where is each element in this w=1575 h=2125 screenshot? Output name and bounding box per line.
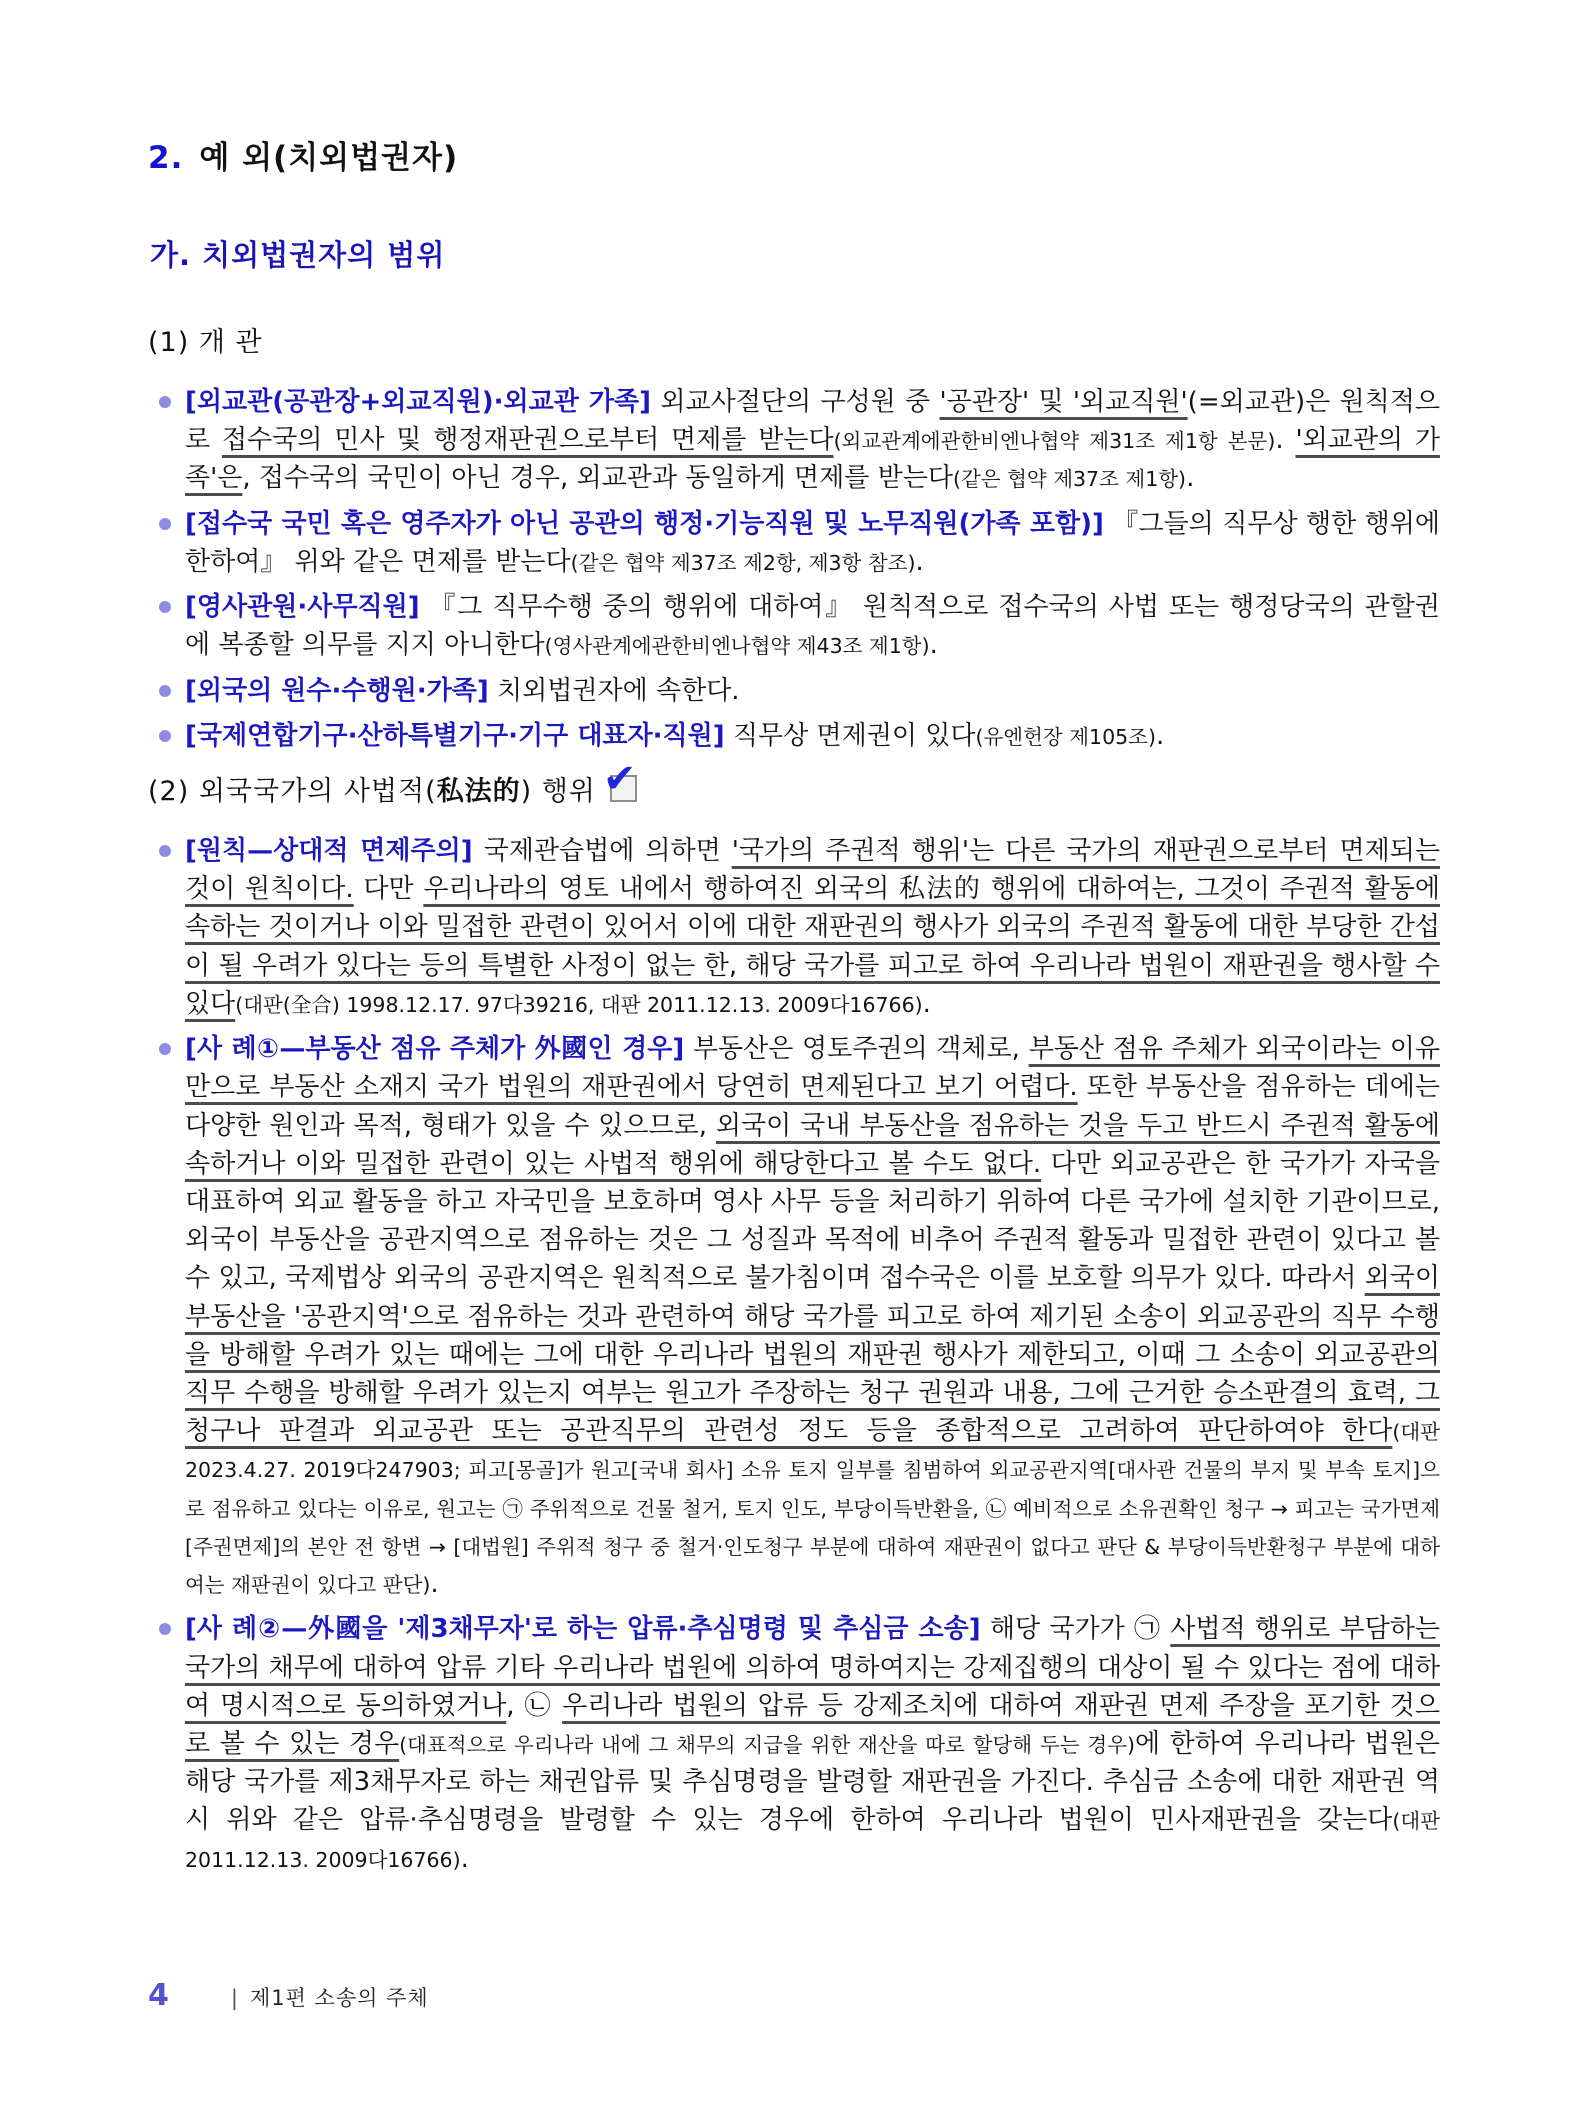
page-number: 4 xyxy=(148,1978,169,2013)
text-segment: 『그들의 직무상 행한 행위에 한하여』 위와 같은 면제를 받는다 xyxy=(185,508,1440,577)
text-segment: . xyxy=(922,988,931,1019)
bullet-icon xyxy=(159,1623,171,1635)
bullet-text xyxy=(185,509,1440,577)
text-segment: '외교관의 가족'은 xyxy=(185,425,1440,494)
text-segment: [외교관(공관장+외교직원)·외교관 가족] xyxy=(185,387,652,417)
part1-bullet-list xyxy=(148,383,1440,755)
bullet-icon xyxy=(159,845,171,857)
text-segment: (유엔헌장 제105조) xyxy=(975,724,1156,749)
text-segment: (같은 협약 제37조 제1항) xyxy=(952,467,1187,492)
text-segment: . xyxy=(1275,425,1296,456)
text-segment: . xyxy=(430,1569,439,1600)
text-segment: 접수국의 민사 및 행정재판권으로부터 면제를 받는다 xyxy=(221,425,834,456)
text-segment: (영사관계에관한비엔나협약 제43조 제1항) xyxy=(544,634,930,659)
bullet-icon xyxy=(159,1043,171,1055)
text-segment: [국제연합기구·산하특별기구·기구 대표자·직원] xyxy=(185,720,725,751)
text-segment: 부동산 점유 주체가 외국이라는 이유만으로 부동산 소재지 국가 법원의 재판권에서 당연히 면제된다고 보기 어렵다. xyxy=(185,1034,1441,1103)
text-segment: 직무상 면제권이 있다 xyxy=(724,720,976,751)
text-segment: , ㉡ xyxy=(506,1690,563,1721)
text-segment: 사법적 행위로 부담하는 국가의 채무에 대하여 압류 기타 우리나라 법원에 의하여 명하여지는 강제집행의 대상이 될 수 있다는 점에 대하여 명시적으로 동의하였거나 xyxy=(185,1614,1440,1721)
list-item xyxy=(185,717,1440,755)
text-segment: 외교사절단의 구성원 중 xyxy=(651,387,940,417)
list-item xyxy=(185,1030,1440,1603)
list-item xyxy=(185,832,1440,1023)
text-segment: (2) 외국국가의 사법적( xyxy=(148,775,437,807)
checkbox-icon xyxy=(602,755,638,802)
section-number: 2. xyxy=(148,140,184,176)
text-segment: 외국이 국내 부동산을 점유하는 것을 두고 반드시 주권적 활동에 속하거나 이와 밀접한 관련이 있는 사법적 행위에 해당한다고 볼 수도 없다. xyxy=(185,1110,1440,1179)
footer-text: 제1편 소송의 주체 xyxy=(249,1986,429,2010)
text-segment: . xyxy=(460,1843,469,1874)
bullet-icon xyxy=(159,601,171,613)
text-segment: (대판(全合) 1998.12.17. 97다39216, 대판 2011.12.13. 2009다16766) xyxy=(235,992,923,1017)
list-item xyxy=(185,505,1440,581)
text-segment: [영사관원·사무직원] xyxy=(185,592,420,623)
text-segment: '국가의 주권적 행위'는 다른 국가의 재판권으로부터 면제되는 것이 원칙이다. xyxy=(185,835,1440,905)
text-segment: 외국이 부동산을 '공관지역'으로 점유하는 것과 관련하여 해당 국가를 피고로 하여 제기된 소송이 외교공관의 직무 수행을 방해할 우려가 있는 때에는 그에 대한 우리나라 법원의 재판권 행사가 제한되고, 이때 그 소송이 외교공관의 직무 수행을 방해할 우려가 있는지 여부는 원고가 주장하는 청구 권원과 내용, 그에 근거한 승소판결의 효력, 그 청구나 판결과 외교공관 또는 공관직무의 관련성 정도 등을 종합적으로 고려하여 판단하여야 한다 xyxy=(185,1263,1440,1447)
part2-bullet-list xyxy=(148,832,1440,1878)
text-segment: 우리나라의 영토 내에서 행하여진 외국의 私法的 행위에 대하여는, 그것이 주권적 활동에 속하는 것이거나 이와 밀접한 관련이 있어서 이에 대한 재판권의 행사가 외국의 주권적 활동에 대한 부당한 간섭이 될 우려가 있다는 등의 특별한 사정이 없는 한, 해당 국가를 피고로 하여 우리나라 법원이 재판권을 행사할 수 있다 xyxy=(185,874,1440,1019)
page-title xyxy=(148,132,1440,177)
subsection-heading: 가. 치외법권자의 범위 xyxy=(150,238,446,272)
text-segment: (대표적으로 우리나라 내에 그 채무의 지급을 위한 재산을 따로 할당해 두는 경우) xyxy=(399,1733,1135,1757)
text-segment: (=외교관)은 원칙적으로 xyxy=(185,387,1440,456)
section-title: 예 외(치외법권자) xyxy=(199,140,459,176)
page-footer xyxy=(148,1978,429,2013)
part1-heading: (1) 개 관 xyxy=(148,327,263,358)
text-segment: . xyxy=(915,546,924,577)
list-item xyxy=(185,1610,1440,1878)
bullet-text xyxy=(185,676,740,706)
checkmark-icon: ✔ xyxy=(602,755,638,802)
text-segment: [외국의 원수·수행원·가족] xyxy=(185,675,489,706)
text-segment: 에 한하여 우리나라 법원은 해당 국가를 제3채무자로 하는 채권압류 및 추심명령을 발령할 재판권을 가진다. 추심금 소송에 대한 재판권 역시 위와 같은 압류·추심명령을 발령할 수 있는 경우에 한하여 우리나라 법원이 민사재판권을 갖는다 xyxy=(185,1729,1441,1836)
part2-heading-text xyxy=(148,776,596,807)
text-segment: [접수국 국민 혹은 영주자가 아닌 공관의 행정·기능직원 및 노무직원(가족 포함)] xyxy=(185,508,1104,539)
text-segment: 『그 직무수행 중의 행위에 대하여』 원칙적으로 접수국의 사법 또는 행정당국의 관할권에 복종할 의무를 지지 아니한다 xyxy=(185,592,1440,661)
bullet-icon xyxy=(159,730,171,742)
text-segment: 私法的 xyxy=(436,775,521,807)
footer-divider: | xyxy=(230,1986,238,2010)
text-segment: 부동산은 영토주권의 객체로, xyxy=(684,1034,1029,1065)
bullet-text xyxy=(185,387,1440,493)
text-segment: '공관장' 및 '외교직원' xyxy=(939,387,1188,417)
bullet-text xyxy=(185,1614,1440,1873)
text-segment: [원칙—상대적 면제주의] xyxy=(185,835,473,866)
text-segment: [사 례①—부동산 점유 주체가 外國인 경우] xyxy=(185,1034,685,1065)
text-segment: 우리나라 법원의 압류 등 강제조치에 대하여 재판권 면제 주장을 포기한 것으로 볼 수 있는 경우 xyxy=(185,1690,1441,1759)
bullet-text xyxy=(185,1034,1440,1599)
text-segment: . xyxy=(1155,720,1165,751)
text-segment: 해당 국가가 ㉠ xyxy=(980,1614,1171,1645)
bullet-text xyxy=(185,721,1164,751)
part2-heading xyxy=(148,755,1440,808)
text-segment: [사 례②—外國을 '제3채무자'로 하는 압류·추심명령 및 추심금 소송] xyxy=(185,1614,981,1645)
text-segment: 다만 외교공관은 한 국가가 자국을 대표하여 외교 활동을 하고 자국민을 보호하며 영사 사무 등을 처리하기 위하여 다른 국가에 설치한 기관이므로, 외국이 부동산을 공관지역으로 점유하는 것은 그 성질과 목적에 비추어 주권적 활동과 밀접한 관련이 있다고 볼 수 있고, 국제법상 외국의 공관지역은 원칙적으로 불가침이며 접수국은 이를 보호할 의무가 있다. 따라서 xyxy=(185,1148,1440,1294)
text-segment: , 접수국의 국민이 아닌 경우, 외교관과 동일하게 면제를 받는다 xyxy=(242,463,953,494)
list-item xyxy=(185,383,1440,498)
bullet-icon xyxy=(159,685,171,697)
text-segment: . xyxy=(929,630,938,661)
text-segment: (대판 2023.4.27. 2019다247903; 피고[몽골]가 원고[국내 회사] 소유 토지 일부를 침범하여 외교공관지역[대사관 건물의 부지 및 부속 토지]으로 점유하고 있다는 이유로, 원고는 ㉠ 주위적으로 건물 철거, 토지 인도, 부당이득반환을, ㉡ 예비적으로 소유권확인 청구 → 피고는 국가면제[주권면제]의 본안 전 항변 → [대법원] 주위적 청구 중 철거·인도청구 부분에 대하여 재판권이 없다고 판단 & 부당이득반환청구 부분에 대하여는 재판권이 있다고 판단) xyxy=(185,1420,1440,1598)
text-segment: 또한 부동산을 점유하는 데에는 다양한 원인과 목적, 형태가 있을 수 있으므로, xyxy=(185,1072,1440,1141)
text-segment: 다만 xyxy=(353,874,424,905)
text-segment: 국제관습법에 의하면 xyxy=(472,835,732,866)
text-segment: (대판 2011.12.13. 2009다16766) xyxy=(185,1809,1440,1872)
bullet-icon xyxy=(159,396,171,408)
text-segment: (외교관계에관한비엔나협약 제31조 제1항 본문) xyxy=(833,429,1276,454)
bullet-text xyxy=(185,592,1440,660)
text-segment: 치외법권자에 속한다. xyxy=(488,675,740,706)
list-item xyxy=(185,588,1440,664)
text-segment: ) 행위 xyxy=(520,775,596,807)
text-segment: (같은 협약 제37조 제2항, 제3항 참조) xyxy=(570,550,916,575)
text-segment: . xyxy=(1186,463,1195,494)
list-item xyxy=(185,672,1440,710)
bullet-text xyxy=(185,836,1440,1019)
bullet-icon xyxy=(159,518,171,530)
